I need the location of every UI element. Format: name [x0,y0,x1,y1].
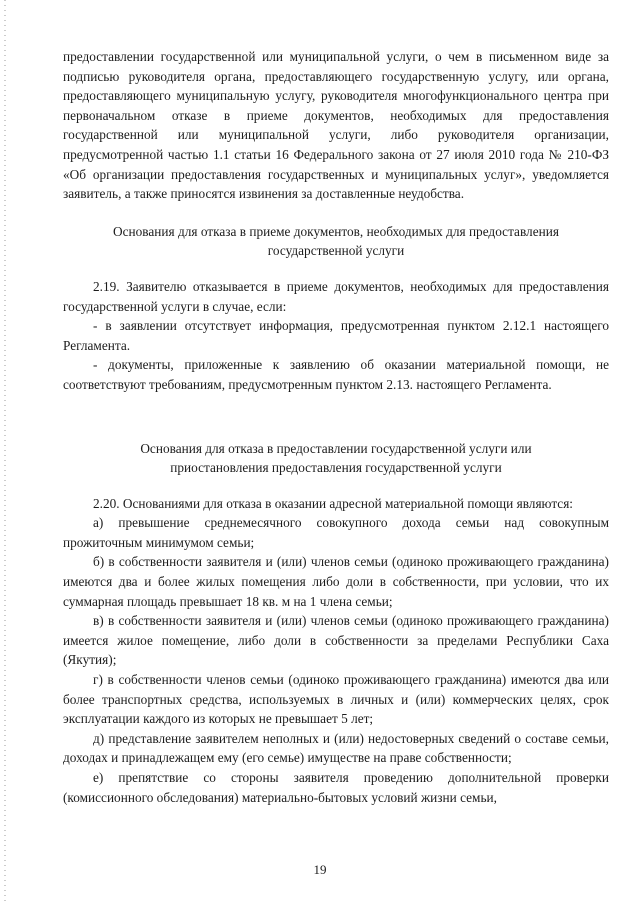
list-item: е) препятствие со стороны заявителя проведению дополнительной проверки (комиссионного обследования) материально-бытовых условий жизни семьи, [63,770,609,805]
section-heading-refusal-documents: Основания для отказа в приеме документов, необходимых для предоставления государственной услуги [113,223,559,259]
list-item: - в заявлении отсутствует информация, предусмотренная пунктом 2.12.1 настоящего Регламента. [63,318,609,353]
list-item: г) в собственности членов семьи (одиноко проживающего гражданина) имеются два или более транспортных средства, используемых в личных и (или) коммерческих целях, срок эксплуатации каждого из которых не превышает 5 лет; [63,672,609,727]
document-body [63,47,609,807]
paragraph-2-20: 2.20. Основаниями для отказа в оказании адресной материальной помощи являются: [93,495,573,511]
list-item: в) в собственности заявителя и (или) членов семьи (одиноко проживающего гражданина) имеется жилое помещение, либо доли в собственности за пределами Республики Саха (Якутия); [63,613,609,668]
section-heading-refusal-service: Основания для отказа в предоставлении государственной услуги или приостановления предоставления государственной услуги [140,440,532,476]
scan-edge-mark [4,0,6,905]
page-number: 19 [313,862,327,877]
list-item: а) превышение среднемесячного совокупного дохода семьи над совокупным прожиточным минимумом семьи; [63,515,609,550]
continuation-paragraph: предоставлении государственной или муниципальной услуги, о чем в письменном виде за подписью руководителя органа, предоставляющего государственную услугу, или органа, предоставляющего муниципальную услугу, руководителя многофункционального центра при первоначальном отказе в приеме документов, необходимых для предоставления государственной или муниципальной услуги, либо руководителя организации, предусмотренной частью 1.1 статьи 16 Федерального закона от 27 июля 2010 года № 210-ФЗ «Об организации предоставления государственных и муниципальных услуг», уведомляется заявитель, а также приносятся извинения за доставленные неудобства. [63,49,609,202]
list-item: б) в собственности заявителя и (или) членов семьи (одиноко проживающего гражданина) имеются два и более жилых помещения либо доли в собственности, при условии, что их суммарная площадь превышает 18 кв. м на 1 члена семьи; [63,554,609,609]
list-item: д) представление заявителем неполных и (или) недостоверных сведений о составе семьи, доходах и принадлежащем ему (его семье) имуществе на праве собственности; [63,730,609,766]
paragraph-2-19: 2.19. Заявителю отказывается в приеме документов, необходимых для предоставления государственной услуги в случае, если: [63,278,609,314]
list-item: - документы, приложенные к заявлению об оказании материальной помощи, не соответствуют требованиям, предусмотренным пунктом 2.13. настоящего Регламента. [63,357,609,392]
